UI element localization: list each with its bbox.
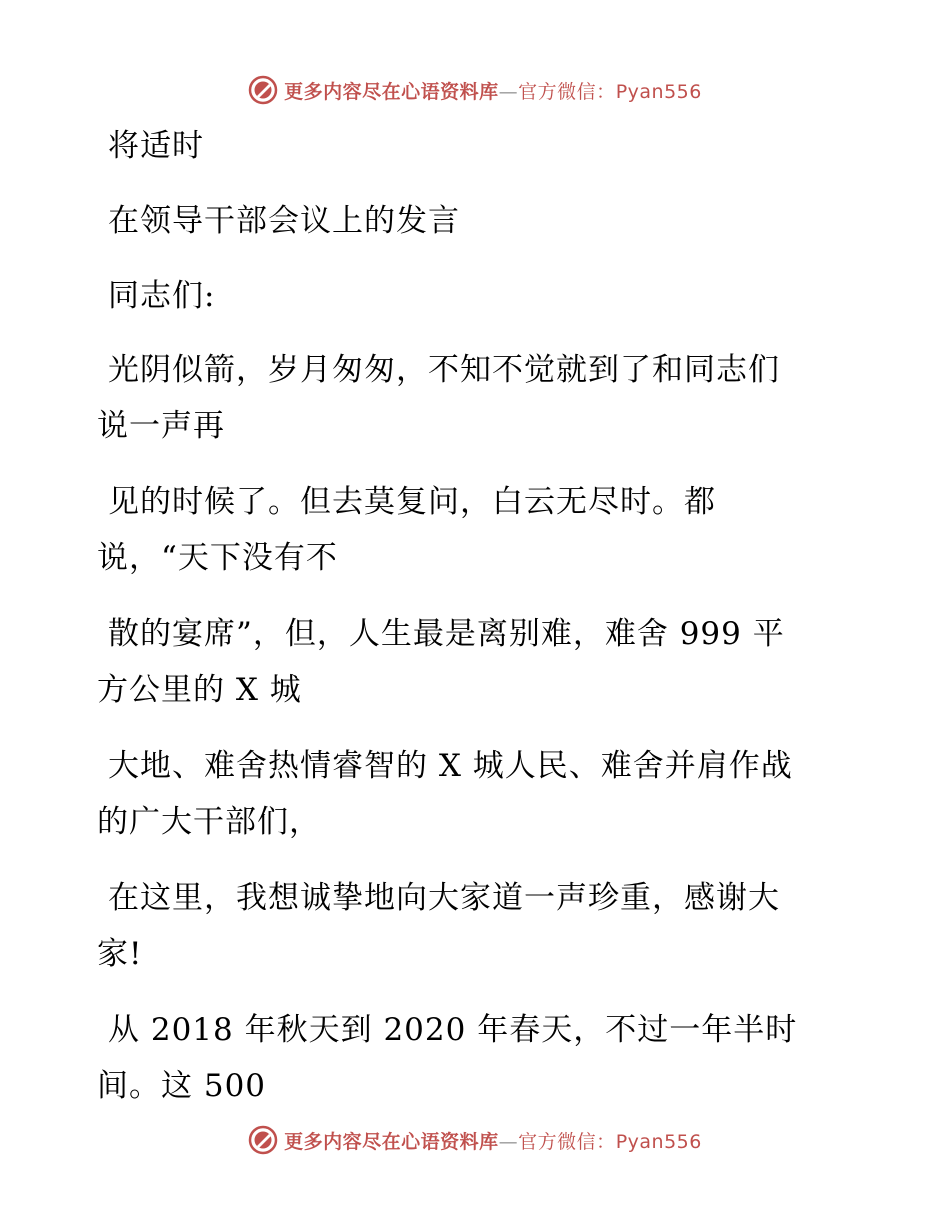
doc-line: 间。这 500: [97, 1068, 267, 1104]
doc-line: 从 2018 年秋天到 2020 年春天，不过一年半时: [108, 1012, 798, 1048]
footer-banner-id: Pyan556: [615, 1130, 702, 1153]
doc-line: 说一声再: [97, 408, 225, 444]
doc-line: 见的时候了。但去莫复问，白云无尽时。都: [108, 484, 716, 520]
footer-banner-sub: 官方微信：: [518, 1130, 616, 1153]
doc-line: 说，“天下没有不: [97, 540, 338, 576]
footer-banner-text: [284, 1127, 702, 1154]
footer-banner: [0, 1120, 950, 1160]
footer-banner-main: 更多内容尽在心语资料库: [284, 1130, 499, 1153]
doc-line: 大地、难舍热情睿智的 X 城人民、难舍并肩作战: [108, 748, 793, 784]
doc-line: 在这里，我想诚挚地向大家道一声珍重，感谢大: [108, 880, 780, 916]
header-banner-dash: —: [498, 80, 519, 103]
doc-line: 方公里的 X 城: [97, 672, 302, 708]
doc-line: 家!: [97, 936, 143, 972]
doc-line: 将适时: [108, 128, 204, 164]
header-banner-id: Pyan556: [615, 80, 702, 103]
footer-banner-dash: —: [498, 1130, 519, 1153]
header-banner-sub: 官方微信：: [518, 80, 616, 103]
doc-line: 同志们:: [108, 278, 216, 314]
doc-line: 在领导干部会议上的发言: [108, 203, 460, 239]
doc-line: 光阴似箭，岁月匆匆，不知不觉就到了和同志们: [108, 352, 780, 388]
pen-nib-seal-icon: [248, 1125, 278, 1155]
doc-line: 散的宴席”，但，人生最是离别难，难舍 999 平: [108, 616, 785, 652]
doc-line: 的广大干部们，: [97, 804, 321, 840]
header-banner-main: 更多内容尽在心语资料库: [284, 80, 499, 103]
